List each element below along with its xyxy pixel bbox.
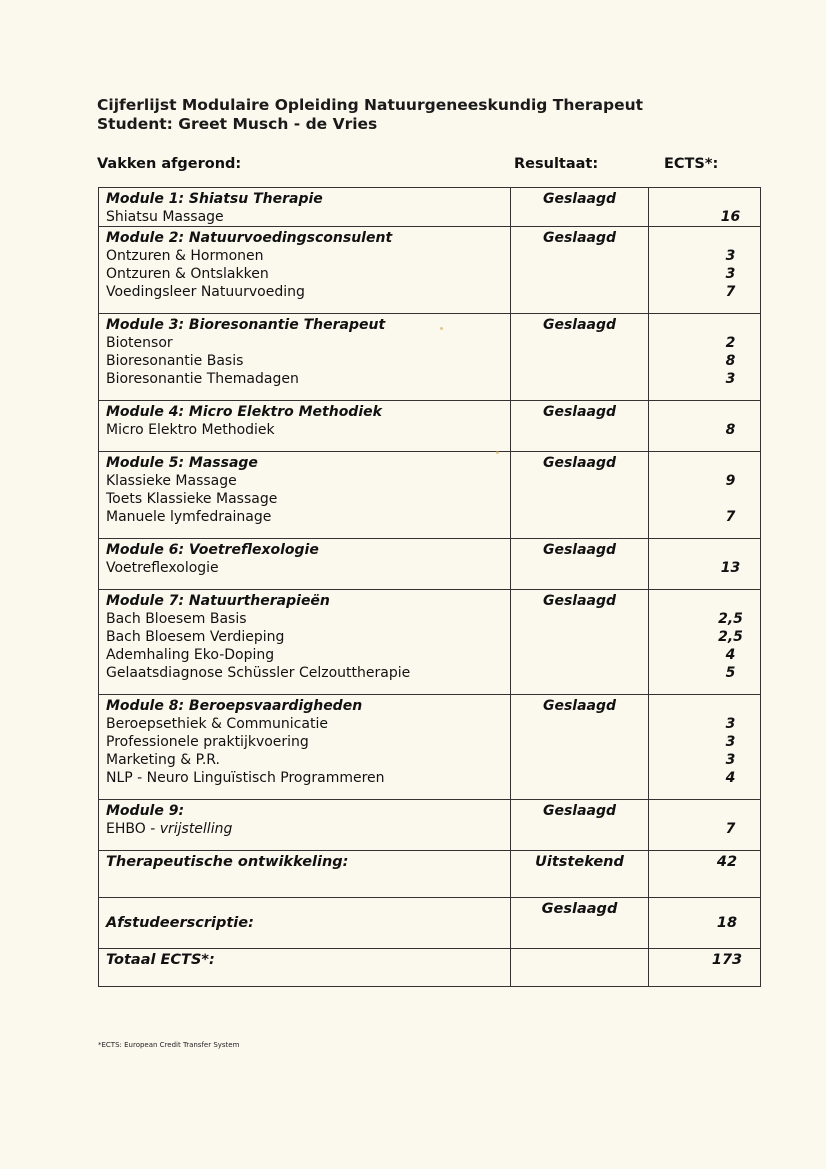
ects-blank (656, 592, 753, 610)
module-result: Geslaagd (511, 590, 649, 695)
course-name: Beroepsethiek & Communicatie (106, 716, 328, 732)
course-name: Toets Klassieke Massage (106, 491, 278, 507)
course-name: Voetreflexologie (106, 560, 219, 576)
summary-ects: 42 (649, 851, 761, 898)
title-line-1: Cijferlijst Modulaire Opleiding Natuurgeneeskundig Therapeut (97, 96, 644, 114)
total-ects-row (99, 949, 761, 987)
module-ects-cell (649, 227, 761, 314)
module-result: Geslaagd (511, 800, 649, 851)
module-title: Module 3: Bioresonantie Therapeut (106, 317, 386, 333)
module-courses-cell (99, 539, 511, 590)
summary-ects: 173 (649, 949, 761, 987)
course-ects: 3 (725, 752, 736, 768)
module-title: Module 6: Voetreflexologie (106, 542, 319, 558)
module-row (99, 188, 761, 227)
course-name: Bioresonantie Basis (106, 353, 244, 369)
summary-result: Geslaagd (511, 898, 649, 949)
summary-result (511, 949, 649, 987)
column-header-ects: ECTS*: (664, 156, 719, 172)
row-spacer (106, 682, 503, 694)
course-name: Bach Bloesem Basis (106, 611, 247, 627)
course-name: EHBO - vrijstelling (106, 821, 233, 837)
module-title: Module 8: Beroepsvaardigheden (106, 698, 363, 714)
course-name: Bach Bloesem Verdieping (106, 629, 285, 645)
course-ects: 13 (720, 560, 741, 576)
module-row (99, 695, 761, 800)
module-ects-cell (649, 800, 761, 851)
course-name: Professionele praktijkvoering (106, 734, 309, 750)
row-spacer (106, 439, 503, 451)
ects-blank (656, 403, 753, 421)
course-ects: 3 (725, 371, 736, 387)
course-ects: 8 (725, 353, 736, 369)
module-title: Module 4: Micro Elektro Methodiek (106, 404, 382, 420)
row-spacer (106, 787, 503, 799)
course-ects: 5 (725, 665, 736, 681)
course-ects: 4 (725, 770, 736, 786)
course-name: Marketing & P.R. (106, 752, 220, 768)
grades-table (98, 187, 761, 987)
course-ects: 2,5 (718, 611, 743, 627)
course-name: Ontzuren & Ontslakken (106, 266, 269, 282)
module-row (99, 401, 761, 452)
ects-blank (656, 802, 753, 820)
module-ects-cell (649, 452, 761, 539)
course-name: Gelaatsdiagnose Schüssler Celzouttherapie (106, 665, 411, 681)
ects-blank (656, 541, 753, 559)
course-exemption: vrijstelling (159, 821, 233, 837)
course-name: Ontzuren & Hormonen (106, 248, 264, 264)
course-name: Klassieke Massage (106, 473, 237, 489)
module-ects-cell (649, 539, 761, 590)
summary-result: Uitstekend (511, 851, 649, 898)
course-name: Biotensor (106, 335, 173, 351)
module-title: Module 5: Massage (106, 455, 258, 471)
ects-blank (656, 190, 753, 208)
module-result: Geslaagd (511, 188, 649, 227)
row-spacer (106, 301, 503, 313)
module-row (99, 314, 761, 401)
footnote: *ECTS: European Credit Transfer System (98, 1041, 240, 1049)
module-row (99, 452, 761, 539)
module-ects-cell (649, 188, 761, 227)
course-ects: 3 (725, 266, 736, 282)
summary-label: Totaal ECTS*: (99, 949, 511, 987)
summary-label: Afstudeerscriptie: (99, 898, 511, 949)
course-ects: 8 (725, 422, 736, 438)
paper-speck (440, 327, 443, 330)
ects-blank (656, 229, 753, 247)
course-name: Voedingsleer Natuurvoeding (106, 284, 305, 300)
module-courses-cell (99, 590, 511, 695)
module-title: Module 9: (106, 803, 185, 819)
module-result: Geslaagd (511, 314, 649, 401)
course-ects: 4 (725, 647, 736, 663)
therapeutic-development-row (99, 851, 761, 898)
course-ects: 7 (725, 284, 736, 300)
module-result: Geslaagd (511, 539, 649, 590)
module-ects-cell (649, 590, 761, 695)
module-row (99, 539, 761, 590)
title-line-2: Student: Greet Musch - de Vries (97, 115, 378, 133)
module-row (99, 800, 761, 851)
ects-blank (656, 454, 753, 472)
course-ects: 7 (725, 509, 736, 525)
module-ects-cell (649, 314, 761, 401)
module-ects-cell (649, 401, 761, 452)
module-courses-cell (99, 800, 511, 851)
course-name: Bioresonantie Themadagen (106, 371, 299, 387)
module-courses-cell (99, 314, 511, 401)
paper-speck (496, 451, 499, 454)
row-spacer (106, 838, 503, 850)
course-ects: 3 (725, 716, 736, 732)
course-ects: 2,5 (718, 629, 743, 645)
module-result: Geslaagd (511, 452, 649, 539)
module-row (99, 590, 761, 695)
module-courses-cell (99, 452, 511, 539)
ects-blank (656, 316, 753, 334)
module-courses-cell (99, 227, 511, 314)
course-ects: 7 (725, 821, 736, 837)
course-ects: 2 (725, 335, 736, 351)
course-ects (656, 490, 753, 508)
module-result: Geslaagd (511, 227, 649, 314)
row-spacer (106, 577, 503, 589)
module-courses-cell (99, 188, 511, 227)
course-name: Shiatsu Massage (106, 209, 224, 225)
course-ects: 16 (720, 209, 741, 225)
summary-label: Therapeutische ontwikkeling: (99, 851, 511, 898)
course-name: NLP - Neuro Linguïstisch Programmeren (106, 770, 385, 786)
thesis-row (99, 898, 761, 949)
course-name: Ademhaling Eko-Doping (106, 647, 275, 663)
document-title (97, 96, 643, 134)
column-header-subjects: Vakken afgerond: (97, 156, 242, 172)
module-courses-cell (99, 695, 511, 800)
course-ects: 3 (725, 734, 736, 750)
module-result: Geslaagd (511, 401, 649, 452)
column-header-result: Resultaat: (514, 156, 599, 172)
course-ects: 9 (725, 473, 736, 489)
row-spacer (106, 388, 503, 400)
module-result: Geslaagd (511, 695, 649, 800)
module-ects-cell (649, 695, 761, 800)
module-row (99, 227, 761, 314)
course-ects: 3 (725, 248, 736, 264)
row-spacer (106, 526, 503, 538)
module-title: Module 1: Shiatsu Therapie (106, 191, 323, 207)
course-name: Manuele lymfedrainage (106, 509, 272, 525)
course-name: Micro Elektro Methodiek (106, 422, 275, 438)
ects-blank (656, 697, 753, 715)
module-title: Module 7: Natuurtherapieën (106, 593, 330, 609)
summary-ects: 18 (649, 898, 761, 949)
module-title: Module 2: Natuurvoedingsconsulent (106, 230, 393, 246)
module-courses-cell (99, 401, 511, 452)
